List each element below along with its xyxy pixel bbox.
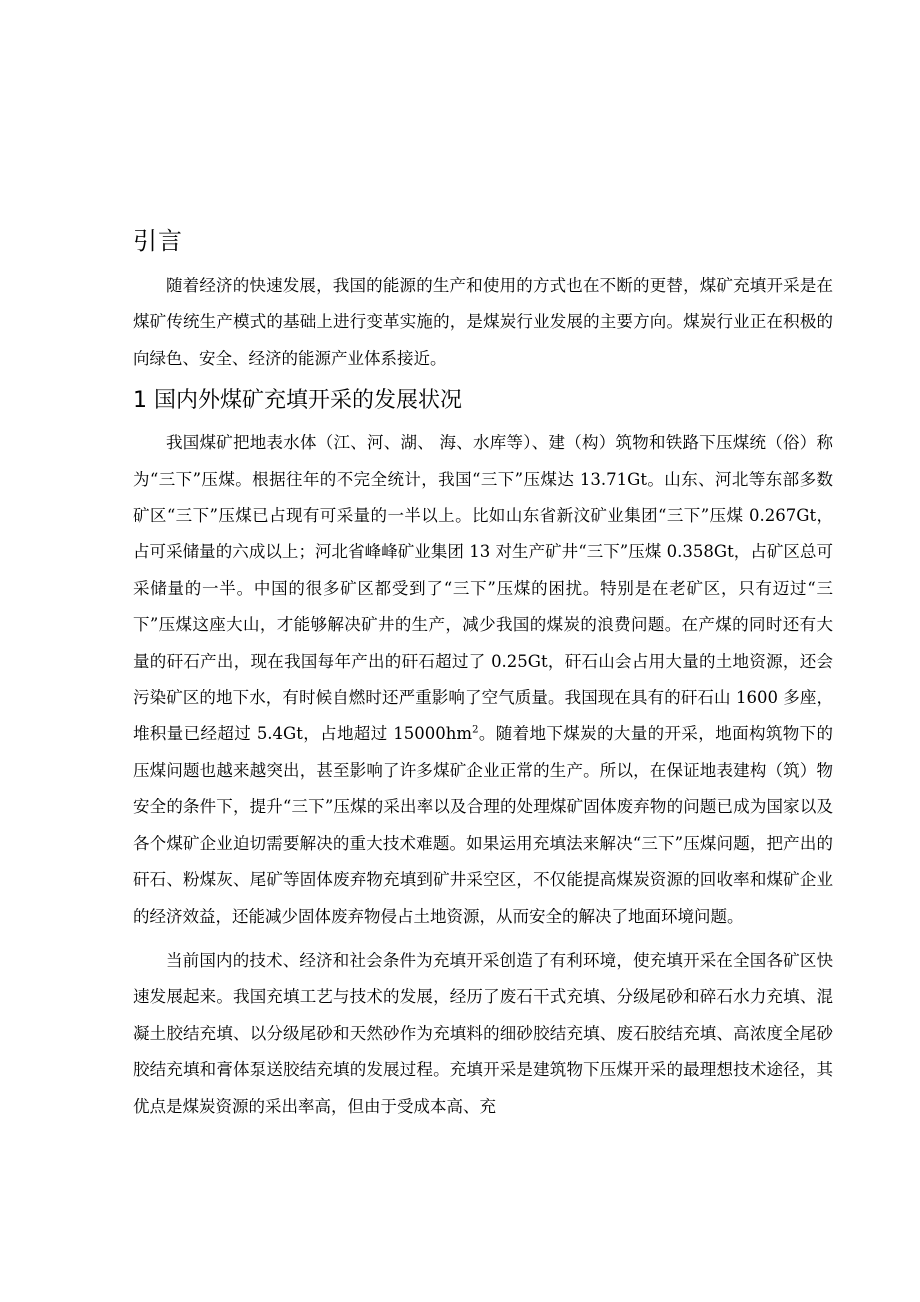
section-1-paragraph-2: 当前国内的技术、经济和社会条件为充填开采创造了有利环境，使充填开采在全国各矿区快速发展起来。我国充填工艺与技术的发展，经历了废石干式充填、分级尾砂和碎石水力充填、混凝土胶结充填、以分级尾砂和天然砂作为充填料的细砂胶结充填、废石胶结充填、高浓度全尾砂胶结充填和膏体泵送胶结充填的发展过程。充填开采是建筑物下压煤开采的最理想技术途径，其优点是煤炭资源的采出率高，但由于受成本高、充 (133, 950, 833, 1116)
intro-paragraph: 随着经济的快速发展，我国的能源的生产和使用的方式也在不断的更替，煤矿充填开采是在煤矿传统生产模式的基础上进行变革实施的，是煤炭行业发展的主要方向。煤炭行业正在积极的向绿色、安全、经济的能源产业体系接近。 (133, 276, 833, 368)
area-unit-superscript: 2 (472, 724, 479, 736)
paragraph-1-text-part-1: 我国煤矿把地表水体（江、河、湖、 海、水库等）、建（构）筑物和铁路下压煤统（俗）称为“三下”压煤。根据往年的不完全统计，我国“三下”压煤达 13.71Gt。山东、河北等东部多数矿区“三下”压煤已占现有可采量的一半以上。比如山东省新汶矿业集团“三下”压煤 0.267Gt，占可采储量的六成以上；河北省峰峰矿业集团 13 对生产矿井“三下”压煤 0.358Gt，占矿区总可采储量的一半。中国的很多矿区都受到了“三下”压煤的困扰。特别是在老矿区，只有迈过“三下”压煤这座大山，才能够解决矿井的生产，减少我国的煤炭的浪费问题。在产煤的同时还有大量的矸石产出，现在我国每年产出的矸石超过了 0.25Gt，矸石山会占用大量的土地资源，还会污染矿区的地下水，有时候自燃时还严重影响了空气质量。我国现在具有的矸石山 1600 多座，堆积量已经超过 5.4Gt，占地超过 15000hm (133, 433, 833, 744)
page-content (133, 224, 833, 1125)
paragraph-1-text-part-2: 。随着地下煤炭的大量的开采，地面构筑物下的压煤问题也越来越突出，甚至影响了许多煤矿企业正常的生产。所以，在保证地表建构（筑）物安全的条件下，提升“三下”压煤的采出率以及合理的处理煤矿固体废弃物的问题已成为国家以及各个煤矿企业迫切需要解决的重大技术难题。如果运用充填法来解决“三下”压煤问题，把产出的矸石、粉煤灰、尾矿等固体废弃物充填到矿井采空区，不仅能提高煤炭资源的回收率和煤矿企业的经济效益，还能减少固体废弃物侵占土地资源，从而安全的解决了地面环境问题。 (133, 724, 833, 926)
section-1-paragraph-1 (133, 425, 833, 935)
section-1-heading: 1 国内外煤矿充填开采的发展状况 (133, 388, 462, 414)
intro-heading: 引言 (133, 227, 183, 255)
